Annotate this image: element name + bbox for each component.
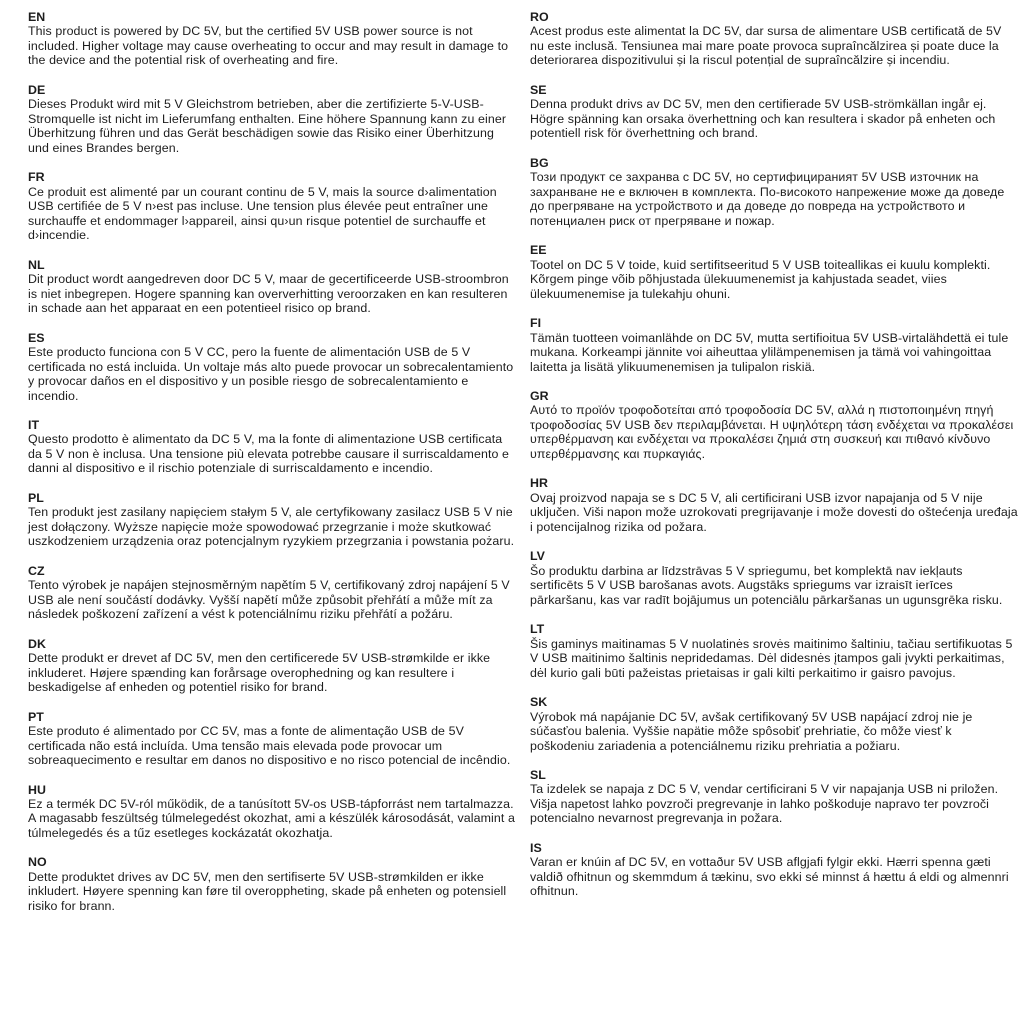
warning-text: Acest produs este alimentat la DC 5V, dar sursa de alimentare USB certificată de 5V nu este inclusă. Tensiunea mai mare poate provoca supraîncălzirea și poate duce la deteriorarea dispozitivului și la riscul potențial de supraîncălzire și incendiu. xyxy=(530,24,1002,68)
language-code-label: PT xyxy=(28,709,44,724)
warning-text: Denna produkt drivs av DC 5V, men den certifierade 5V USB-strömkällan ingår ej. Högre spänning kan orsaka överhettning och kan resultera i skador på enheten och potentiell risk för överhettning och brand. xyxy=(530,97,996,141)
language-section xyxy=(530,622,1018,680)
warning-text: Este produto é alimentado por CC 5V, mas a fonte de alimentação USB de 5V certificada não está incluída. Uma tensão mais elevada pode provocar um sobreaquecimento e resultar em danos no dispositivo e no risco potencial de incêndio. xyxy=(28,724,511,768)
warning-text: Šis gaminys maitinamas 5 V nuolatinės srovės maitinimo šaltiniu, tačiau sertifikuotas 5 V USB maitinimo šaltinis nepridedamas. Dėl didesnės įtampos gali įvykti perkaitimas, dėl kurio gali būti pažeistas prietaisas ir gali kilti perkaitimo ir gaisro pavojus. xyxy=(530,636,1013,680)
language-section xyxy=(530,389,1018,461)
language-code-label: DE xyxy=(28,82,46,97)
warning-text: Dette produkt er drevet af DC 5V, men den certificerede 5V USB-strømkilde er ikke inkluderet. Højere spænding kan forårsage overophedning og kan resultere i beskadigelse af enheden og potentiel risiko for brand. xyxy=(28,651,491,695)
language-section xyxy=(28,783,516,841)
warning-text: Ta izdelek se napaja z DC 5 V, vendar certificirani 5 V vir napajanja USB ni priložen. Višja napetost lahko povzroči pregrevanje in lahko poškoduje napravo ter povzroči potencialno nevarnost pregrevanja in požara. xyxy=(530,782,999,826)
language-section xyxy=(28,710,516,768)
language-code-label: HR xyxy=(530,476,548,491)
language-code-label: EN xyxy=(28,10,46,24)
warning-text: Αυτό το προϊόν τροφοδοτείται από τροφοδοσία DC 5V, αλλά η πιστοποιημένη πηγή τροφοδοσίας 5V USB δεν περιλαμβάνεται. Η υψηλότερη τάση ενδέχεται να προκαλέσει υπερθέρμανση και ενδέχεται να προκαλέσει ζημιά στη συσκευή και πιθανό κίνδυνο υπερθέρμανσης και πυρκαγιάς. xyxy=(530,403,1014,461)
language-code-label: FI xyxy=(530,316,542,331)
language-code-label: SK xyxy=(530,695,548,710)
language-section xyxy=(530,768,1018,826)
language-section xyxy=(530,10,1018,68)
warning-text: This product is powered by DC 5V, but the certified 5V USB power source is not included. Higher voltage may cause overheating to occur and may result in damage to the device and the potential risk of overheating and fire. xyxy=(28,24,509,68)
language-code-label: ES xyxy=(28,330,45,345)
language-code-label: IS xyxy=(530,840,542,855)
language-section xyxy=(530,476,1018,534)
language-section xyxy=(28,418,516,476)
notice-column-left xyxy=(28,10,516,1016)
language-section xyxy=(28,83,516,155)
warning-text: Tento výrobek je napájen stejnosměrným napětím 5 V, certifikovaný zdroj napájení 5 V USB ale není součástí dodávky. Vyšší napětí může způsobit přehřátí a může mít za následek poškození zařízení a vést k potenciálnímu riziku přehřátí a požáru. xyxy=(28,578,510,622)
language-section xyxy=(28,491,516,549)
language-code-label: PL xyxy=(28,490,44,505)
language-code-label: NL xyxy=(28,257,45,272)
warning-text: Varan er knúin af DC 5V, en vottaður 5V USB aflgjafi fylgir ekki. Hærri spenna gæti valdið ofhitnun og skemmdum á tækinu, svo ekki sé minnst á hættu á eldi og almennri ofhitnun. xyxy=(530,855,1009,899)
warning-text: Този продукт се захранва с DC 5V, но сертифицираният 5V USB източник на захранване не е включен в комплекта. По-високото напрежение може да доведе до прегряване на устройството и да доведе до повреда на устройството и потенциален риск от прегряване и пожар. xyxy=(530,170,1005,228)
language-section xyxy=(28,258,516,316)
language-code-label: CZ xyxy=(28,563,45,578)
language-code-label: SE xyxy=(530,82,547,97)
language-section xyxy=(28,331,516,403)
language-section xyxy=(530,549,1018,607)
language-section xyxy=(530,316,1018,374)
language-section xyxy=(28,855,516,913)
warning-text: Dieses Produkt wird mit 5 V Gleichstrom betrieben, aber die zertifizierte 5-V-USB-Stromquelle ist nicht im Lieferumfang enthalten. Eine höhere Spannung kann zu einer Überhitzung führen und das Gerät beschädigen sowie das Risiko einer Überhitzung und eines Brandes bergen. xyxy=(28,97,507,155)
language-code-label: HU xyxy=(28,782,46,797)
language-code-label: GR xyxy=(530,389,549,404)
language-code-label: DK xyxy=(28,636,46,651)
warning-text: Ten produkt jest zasilany napięciem stałym 5 V, ale certyfikowany zasilacz USB 5 V nie jest dołączony. Wyższe napięcie może spowodować przegrzanie i może skutkować uszkodzeniem urządzenia oraz potencjalnym ryzykiem przegrzania i powstania pożaru. xyxy=(28,505,515,549)
language-section xyxy=(530,83,1018,141)
warning-text: Tootel on DC 5 V toide, kuid sertifitseeritud 5 V USB toiteallikas ei kuulu komplekti. Kõrgem pinge võib põhjustada ülekuumenemist ja kahjustada seadet, viies ülekuumenemise ja tulekahju ohuni. xyxy=(530,257,991,301)
language-code-label: FR xyxy=(28,170,45,185)
language-code-label: SL xyxy=(530,768,546,783)
language-section xyxy=(28,10,516,68)
language-section xyxy=(28,637,516,695)
warning-text: Questo prodotto è alimentato da DC 5 V, ma la fonte di alimentazione USB certificata da 5 V non è inclusa. Una tensione più elevata potrebbe causare il surriscaldamento e danni al dispositivo e il rischio potenziale di surriscaldamento e incendio. xyxy=(28,432,510,476)
warning-text: Tämän tuotteen voimanlähde on DC 5V, mutta sertifioitua 5V USB-virtalähdettä ei tule mukana. Korkeampi jännite voi aiheuttaa ylilämpenemisen ja tämä voi vahingoittaa laitetta ja lisätä ylikuumenemisen ja tulipalon riskiä. xyxy=(530,330,1009,374)
warning-text: Este producto funciona con 5 V CC, pero la fuente de alimentación USB de 5 V certificada no está incluida. Un voltaje más alto puede provocar un sobrecalentamiento y provocar daños en el dispositivo y un posible riesgo de sobrecalentamiento e incendio. xyxy=(28,345,514,403)
language-code-label: LV xyxy=(530,549,545,564)
language-section xyxy=(530,156,1018,228)
language-section xyxy=(530,695,1018,753)
language-code-label: RO xyxy=(530,10,549,24)
language-code-label: IT xyxy=(28,418,40,433)
language-code-label: NO xyxy=(28,855,47,870)
warning-text: Dette produktet drives av DC 5V, men den sertifiserte 5V USB-strømkilden er ikke inkludert. Høyere spenning kan føre til overoppheting, skade på enheten og potensiell risiko for brann. xyxy=(28,869,507,913)
notice-column-right xyxy=(530,10,1018,1016)
warning-text: Ce produit est alimenté par un courant continu de 5 V, mais la source d›alimentation USB certifiée de 5 V n›est pas incluse. Une tension plus élevée peut entraîner une surchauffe et endommager l›appareil, ainsi qu›un risque potentiel de surchauffe et d›incendie. xyxy=(28,184,497,243)
language-code-label: EE xyxy=(530,243,547,258)
warning-text: Výrobok má napájanie DC 5V, avšak certifikovaný 5V USB napájací zdroj nie je súčasťou balenia. Vyššie napätie môže spôsobiť prehriatie, čo môže viesť k poškodeniu zariadenia a potenciálnemu riziku prehriatia a požiaru. xyxy=(530,709,973,753)
warning-text: Dit product wordt aangedreven door DC 5 V, maar de gecertificeerde USB-stroombron is niet inbegrepen. Hogere spanning kan oververhitting veroorzaken en kan resulteren in schade aan het apparaat en een potentieel risico op brand. xyxy=(28,272,509,316)
warning-text: Ovaj proizvod napaja se s DC 5 V, ali certificirani USB izvor napajanja od 5 V nije uključen. Viši napon može uzrokovati pregrijavanje i može dovesti do oštećenja uređaja i potencijalnog rizika od požara. xyxy=(530,490,1018,534)
language-section xyxy=(28,170,516,242)
language-code-label: LT xyxy=(530,622,545,637)
language-code-label: BG xyxy=(530,155,549,170)
warning-text: Ez a termék DC 5V-ról működik, de a tanúsított 5V-os USB-tápforrást nem tartalmazza. A magasabb feszültség túlmelegedést okozhat, ami a készülék károsodását, valamint a túlmelegedés és a tűz esetleges kockázatát okozhatja. xyxy=(28,796,515,840)
language-section xyxy=(530,243,1018,301)
language-section xyxy=(530,841,1018,899)
warning-text: Šo produktu darbina ar līdzstrāvas 5 V spriegumu, bet komplektā nav iekļauts sertificēts 5 V USB barošanas avots. Augstāks spriegums var izraisīt ierīces pārkaršanu, kas var radīt bojājumus un potenciālu pārkaršanas un ugunsgrēka risku. xyxy=(530,563,1003,607)
language-section xyxy=(28,564,516,622)
